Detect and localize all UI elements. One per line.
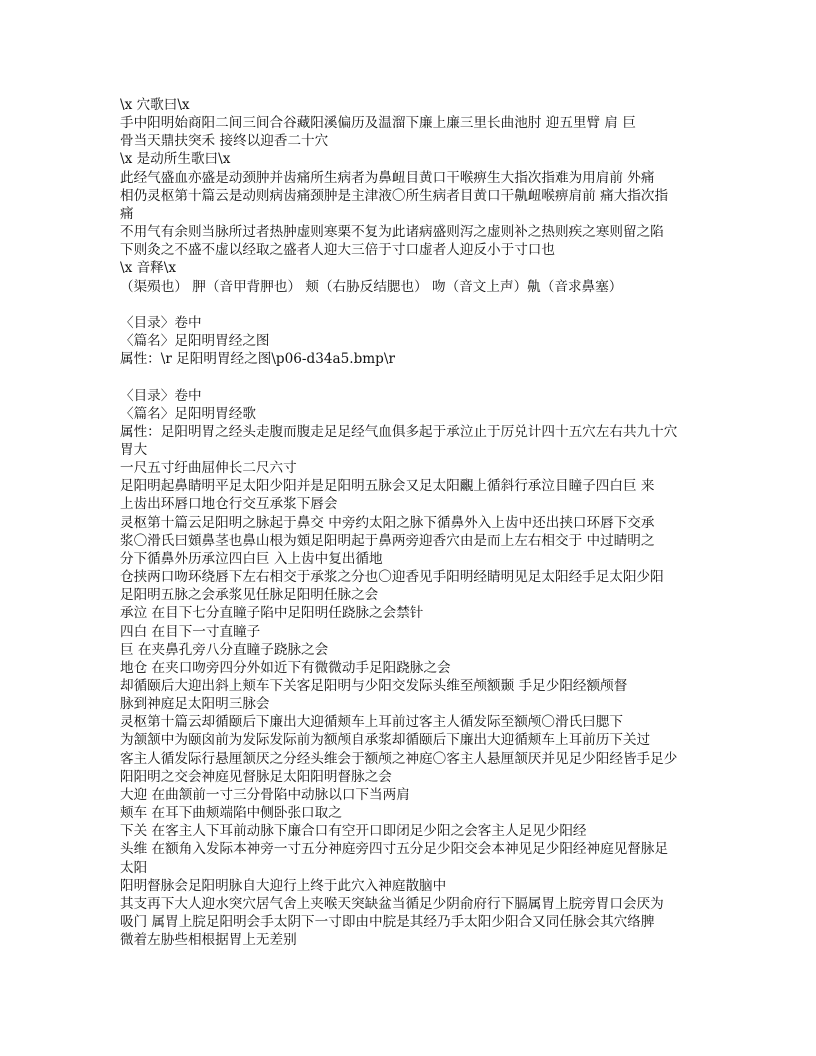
text-line: 属性：足阳明胃之经头走腹而腹走足足经气血俱多起于承泣止于厉兑计四十五穴左右共九十穴 <box>120 423 678 440</box>
text-line: 〈目录〉卷中 <box>120 314 202 331</box>
text-line: 足阳明起鼻睛明平足太阳少阳并是足阳明五脉会又足太阳覼上循斜行承泣目瞳子四白巨 来 <box>120 478 655 495</box>
text-line: 四白 在目下一寸直瞳子 <box>120 623 261 640</box>
blank-line <box>120 368 720 386</box>
text-line: 一尺五寸纡曲屈伸长二尺六寸 <box>120 460 297 477</box>
text-line: 巨 在夹鼻孔旁八分直瞳子跷脉之会 <box>120 641 329 658</box>
text-line: 承泣 在目下七分直瞳子陷中足阳明任跷脉之会禁针 <box>120 605 424 622</box>
text-line: 相仍灵枢第十篇云是动则病齿痛颈肿是主津液〇所生病者目黄口干鼽衄喉痹肩前 痛大指次指 <box>120 187 669 204</box>
text-line: 大迎 在曲颔前一寸三分骨陷中动脉以口下当两肩 <box>120 786 410 803</box>
text-line: 客主人循发际行悬厘颔厌之分经头维会于额颅之神庭〇客主人悬厘颔厌并见足少阳经皆手足少 <box>120 750 678 767</box>
text-line: 为颔颔中为颐囟前为发际发际前为额颅自承浆却循颐后下廉出大迎循颊车上耳前历下关过 <box>120 732 651 749</box>
text-line: 吸门 属胃上脘足阳明会手太阴下一寸即由中脘是其经乃手太阳少阳合又同任脉会其穴络脾 <box>120 914 655 931</box>
text-line: \x 音释\x <box>120 260 177 277</box>
blank-line <box>120 296 720 314</box>
text-line: 阳阳明之交会神庭见督脉足太阳阳明督脉之会 <box>120 768 392 785</box>
text-line: 胃大 <box>120 441 148 458</box>
document-page <box>120 96 720 949</box>
text-line: 足阳明五脉之会承浆见任脉足阳明任脉之会 <box>120 587 379 604</box>
text-line: 手中阳明始商阳二间三间合谷藏阳溪偏历及温溜下廉上廉三里长曲池肘 迎五里臂 肩 巨 <box>120 115 636 132</box>
text-line: 上齿出环唇口地仓行交互承浆下唇会 <box>120 496 338 513</box>
text-line: \x 穴歌曰\x <box>120 97 190 113</box>
text-line: 微着左胁些相根据胃上无差别 <box>120 932 297 949</box>
text-line: 头维 在额角入发际本神旁一寸五分神庭旁四寸五分足少阳交会本神见足少阳经神庭见督脉足 <box>120 841 669 858</box>
text-line: 下则灸之不盛不虚以经取之盛者人迎大三倍于寸口虚者人迎反小于寸口也 <box>120 242 555 259</box>
text-line: 〈篇名〉足阳明胃经歌 <box>120 405 256 422</box>
text-line: 下关 在客主人下耳前动脉下廉合口有空开口即闭足少阳之会客主人足见少阳经 <box>120 823 587 840</box>
text-line: \x 是动所生歌曰\x <box>120 151 231 168</box>
text-line: 颊车 在耳下曲颊端陷中侧卧张口取之 <box>120 805 342 822</box>
text-line: 其支再下大人迎水突穴居气舍上夹喉天突缺盆当循足少阴俞府行下膈属胃上脘旁胃口会厌为 <box>120 895 664 912</box>
text-line: 痛 <box>120 205 134 222</box>
text-line: 仓挟两口吻环绕唇下左右相交于承浆之分也〇迎香见手阳明经睛明见足太阳经手足太阳少阳 <box>120 569 664 586</box>
text-line: 浆〇滑氏曰頞鼻茎也鼻山根为頞足阳明起于鼻两旁迎香穴由是而上左右相交于 中过睛明之 <box>120 532 655 549</box>
text-line: 〈目录〉卷中 <box>120 387 202 404</box>
text-line: 属性：\r 足阳明胃经之图\p06-d34a5.bmp\r <box>120 351 395 368</box>
text-line: 不用气有余则当脉所过者热肿虚则寒栗不复为此诸病盛则泻之虚则补之热则疾之寒则留之陷 <box>120 224 664 241</box>
text-line: 〈篇名〉足阳明胃经之图 <box>120 333 270 350</box>
text-line: 地仓 在夹口吻旁四分外如近下有微微动手足阳跷脉之会 <box>120 659 451 676</box>
text-line: 却循颐后大迎出斜上颊车下关客足阳明与少阳交发际头维至颅额颞 手足少阳经额颅督 <box>120 678 628 694</box>
text-line: 此经气盛血亦盛是动颈肿并齿痛所生病者为鼻衄目黄口干喉痹生大指次指难为用肩前 外痛 <box>120 169 655 186</box>
text-line: 灵枢第十篇云却循颐后下廉出大迎循颊车上耳前过客主人循发际至额颅〇滑氏曰腮下 <box>120 714 623 731</box>
text-line: 太阳 <box>120 859 148 876</box>
text-line: 分下循鼻外历承泣四白巨 入上齿中复出循地 <box>120 550 383 567</box>
text-line: 脉到神庭足太阳明三脉会 <box>120 696 270 713</box>
text-line: 骨当天鼎扶突禾 接终以迎香二十穴 <box>120 133 329 150</box>
text-line: （渠殒也） 胛（音甲背胛也） 颊（右胁反结腮也） 吻（音文上声）鼽（音求鼻塞） <box>120 278 623 295</box>
text-line: 阳明督脉会足阳明脉自大迎行上终于此穴入神庭散脑中 <box>120 877 447 894</box>
text-line: 灵枢第十篇云足阳明之脉起于鼻交 中旁约太阳之脉下循鼻外入上齿中还出挟口环唇下交承 <box>120 514 655 531</box>
